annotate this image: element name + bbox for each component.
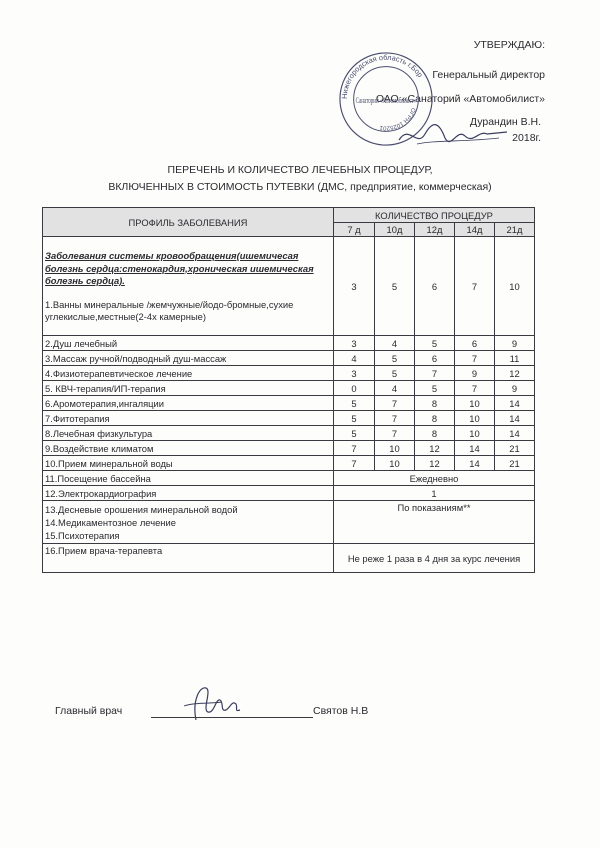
stamp-center-text: Санаторий «Автомобилист» bbox=[355, 94, 417, 105]
table-row bbox=[43, 396, 535, 411]
svg-text:Нижегородская область г.Бор bbox=[340, 53, 425, 99]
value-cell: 3 bbox=[334, 336, 375, 351]
signature-line bbox=[151, 717, 313, 718]
pool-value: Ежедневно bbox=[334, 471, 535, 486]
procedure-name: 3.Массаж ручной/подводный душ-массаж bbox=[43, 351, 334, 366]
value-cell: 4 bbox=[375, 336, 415, 351]
first-item: 1.Ванны минеральные /жемчужные/йодо-бромные,сухие углекислые,местные(2-4х камерные) bbox=[45, 298, 294, 323]
value-cell: 21 bbox=[495, 456, 535, 471]
value-cell: 6 bbox=[455, 336, 495, 351]
table-row bbox=[43, 366, 535, 381]
value-cell: 14 bbox=[455, 456, 495, 471]
table-row bbox=[43, 456, 535, 471]
value-cell: 7 bbox=[455, 237, 495, 336]
indications-cell bbox=[43, 501, 334, 544]
value-cell: 7 bbox=[455, 351, 495, 366]
value-cell: 10 bbox=[495, 237, 535, 336]
value-cell: 5 bbox=[375, 366, 415, 381]
value-cell: 0 bbox=[334, 381, 375, 396]
approver-name: Дурандин В.Н. bbox=[469, 116, 541, 128]
table-row bbox=[43, 381, 535, 396]
table-row bbox=[43, 426, 535, 441]
value-cell: 12 bbox=[495, 366, 535, 381]
chief-doctor-name: Святов Н.В bbox=[313, 705, 369, 717]
table-row bbox=[43, 237, 535, 336]
table-row bbox=[43, 501, 535, 544]
group-title: Заболевания системы кровообращения(ишемичесая болезнь сердца:стенокардия,хроническая ишемическая болезнь сердца). bbox=[45, 250, 314, 287]
approved-label: УТВЕРЖДАЮ: bbox=[473, 39, 545, 51]
table-row bbox=[43, 336, 535, 351]
value-cell: 3 bbox=[334, 366, 375, 381]
value-cell: 5 bbox=[415, 336, 455, 351]
value-cell: 10 bbox=[375, 456, 415, 471]
value-cell: 7 bbox=[334, 441, 375, 456]
table-row bbox=[43, 486, 535, 501]
value-cell: 9 bbox=[495, 381, 535, 396]
stamp-inner-text: ОГРН 1025201 bbox=[379, 106, 416, 131]
value-cell: 5 bbox=[334, 411, 375, 426]
procedure-name: 16.Прием врача-терапевта bbox=[43, 544, 334, 573]
duration-21: 21д bbox=[495, 223, 535, 237]
value-cell: 6 bbox=[415, 237, 455, 336]
value-cell: 5 bbox=[375, 351, 415, 366]
value-cell: 7 bbox=[415, 366, 455, 381]
value-cell: 5 bbox=[375, 237, 415, 336]
value-cell: 4 bbox=[334, 351, 375, 366]
procedure-name: 2.Душ лечебный bbox=[43, 336, 334, 351]
table-row bbox=[43, 411, 535, 426]
value-cell: 10 bbox=[375, 441, 415, 456]
table-row bbox=[43, 471, 535, 486]
value-cell: 7 bbox=[334, 456, 375, 471]
value-cell: 10 bbox=[455, 411, 495, 426]
procedure-name: 7.Фитотерапия bbox=[43, 411, 334, 426]
value-cell: 10 bbox=[455, 396, 495, 411]
value-cell: 14 bbox=[495, 411, 535, 426]
value-cell: 8 bbox=[415, 411, 455, 426]
duration-7: 7 д bbox=[334, 223, 375, 237]
value-cell: 14 bbox=[455, 441, 495, 456]
value-cell: 5 bbox=[334, 396, 375, 411]
procedure-name: 9.Воздействие климатом bbox=[43, 441, 334, 456]
chief-doctor-label: Главный врач bbox=[55, 705, 123, 717]
duration-12: 12д bbox=[415, 223, 455, 237]
procedure-rows bbox=[43, 336, 535, 471]
procedures-table bbox=[42, 207, 535, 573]
title-line-2: ВКЛЮЧЕННЫХ В СТОИМОСТЬ ПУТЕВКИ (ДМС, предприятие, коммерческая) bbox=[108, 181, 492, 193]
value-cell: 10 bbox=[455, 426, 495, 441]
approver-org: ОАО «Санаторий «Автомобилист» bbox=[375, 93, 545, 105]
table-row bbox=[43, 351, 535, 366]
value-cell: 11 bbox=[495, 351, 535, 366]
value-cell: 14 bbox=[495, 396, 535, 411]
value-cell: 9 bbox=[495, 336, 535, 351]
procedure-name: 14.Медикаментозное лечение bbox=[45, 516, 176, 528]
approver-position: Генеральный директор bbox=[432, 69, 545, 81]
signature-block bbox=[55, 705, 475, 735]
document-title bbox=[0, 162, 600, 196]
value-cell: 12 bbox=[415, 441, 455, 456]
procedure-name: 5. КВЧ-терапия/ИП-терапия bbox=[43, 381, 334, 396]
duration-10: 10д bbox=[375, 223, 415, 237]
value-cell: 8 bbox=[415, 396, 455, 411]
table-row bbox=[43, 441, 535, 456]
value-cell: 7 bbox=[375, 411, 415, 426]
title-line-1: ПЕРЕЧЕНЬ И КОЛИЧЕСТВО ЛЕЧЕБНЫХ ПРОЦЕДУР, bbox=[167, 164, 433, 176]
value-cell: 5 bbox=[415, 381, 455, 396]
value-cell: 5 bbox=[334, 426, 375, 441]
procedure-name: 13.Десневые орошения минеральной водой bbox=[45, 503, 238, 515]
director-signature bbox=[395, 118, 510, 154]
group-cell bbox=[43, 237, 334, 336]
approval-year: 2018г. bbox=[512, 132, 541, 144]
value-cell: 7 bbox=[375, 426, 415, 441]
table-row bbox=[43, 544, 535, 573]
procedure-name: 11.Посещение бассейна bbox=[43, 471, 334, 486]
value-cell: 9 bbox=[455, 366, 495, 381]
therapist-value: Не реже 1 раза в 4 дня за курс лечения bbox=[334, 544, 535, 573]
procedure-name: 10.Прием минеральной воды bbox=[43, 456, 334, 471]
procedure-name: 8.Лечебная физкультура bbox=[43, 426, 334, 441]
value-cell: 4 bbox=[375, 381, 415, 396]
value-cell: 12 bbox=[415, 456, 455, 471]
procedure-name: 4.Физиотерапевтическое лечение bbox=[43, 366, 334, 381]
value-cell: 14 bbox=[495, 426, 535, 441]
procedure-name: 15.Психотерапия bbox=[45, 529, 120, 541]
indications-value: По показаниям** bbox=[334, 501, 535, 544]
value-cell: 7 bbox=[375, 396, 415, 411]
procedure-name: 12.Электрокардиография bbox=[43, 486, 334, 501]
value-cell: 7 bbox=[455, 381, 495, 396]
ecg-value: 1 bbox=[334, 486, 535, 501]
count-header: КОЛИЧЕСТВО ПРОЦЕДУР bbox=[334, 208, 535, 223]
stamp-outer-text: Нижегородская область г.Бор bbox=[339, 52, 425, 100]
value-cell: 8 bbox=[415, 426, 455, 441]
value-cell: 6 bbox=[415, 351, 455, 366]
value-cell: 21 bbox=[495, 441, 535, 456]
value-cell: 3 bbox=[334, 237, 375, 336]
procedure-name: 6.Аромотерапия,ингаляции bbox=[43, 396, 334, 411]
profile-header: ПРОФИЛЬ ЗАБОЛЕВАНИЯ bbox=[43, 208, 334, 237]
duration-14: 14д bbox=[455, 223, 495, 237]
